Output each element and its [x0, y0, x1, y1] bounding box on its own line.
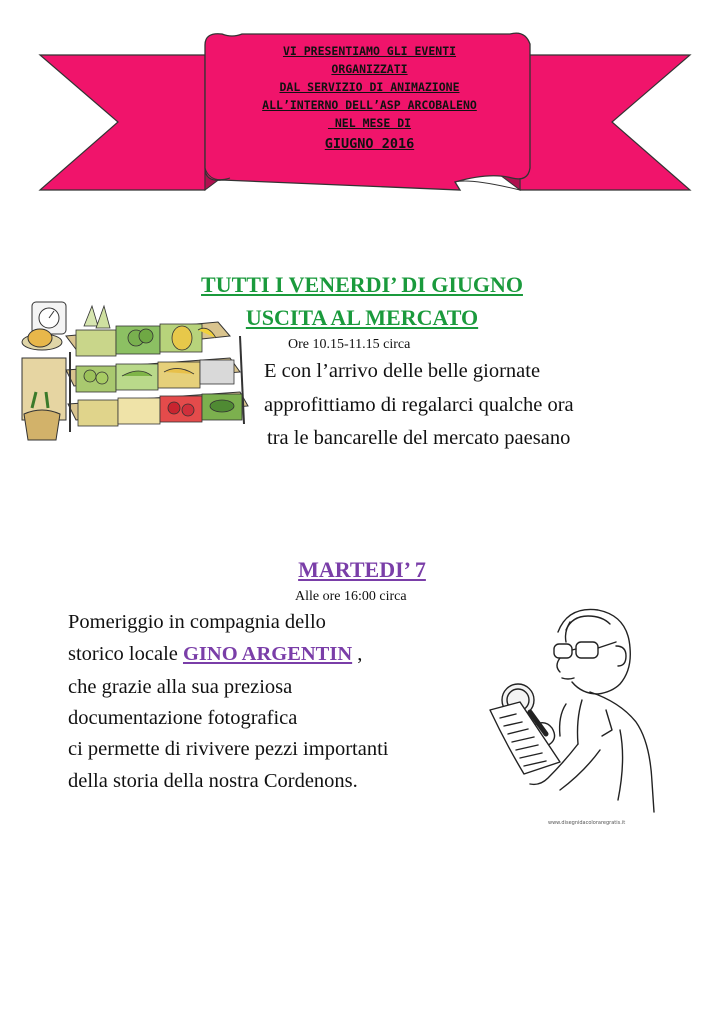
event2-guest-name: GINO ARGENTIN: [182, 643, 353, 665]
event2-title: MARTEDI’ 7: [298, 557, 426, 582]
event2-line-2: [68, 643, 362, 666]
event2-time: Alle ore 16:00 circa: [295, 589, 407, 604]
banner-line: NEL MESE DI: [327, 116, 412, 130]
market-stall-illustration: [18, 296, 250, 442]
event1-desc-line: tra le bancarelle del mercato paesano: [267, 427, 571, 449]
event2-line-5: ci permette di rivivere pezzi importanti: [68, 738, 389, 760]
event1-title-2: USCITA AL MERCATO: [245, 305, 479, 330]
man-with-magnifying-glass-illustration: [470, 600, 670, 815]
banner-text: [207, 42, 532, 153]
event2-line-2-prefix: storico locale: [68, 643, 183, 665]
banner-line: ALL’INTERNO DELL’ASP ARCOBALENO: [262, 98, 477, 112]
event2-line-3: che grazie alla sua preziosa: [68, 676, 293, 698]
banner-line: VI PRESENTIAMO GLI EVENTI: [282, 44, 457, 58]
banner-line: DAL SERVIZIO DI ANIMAZIONE: [279, 80, 460, 94]
event1-desc-line: approfittiamo di regalarci qualche ora: [264, 394, 574, 416]
event2-line-6: della storia della nostra Cordenons.: [68, 770, 358, 792]
event1-desc-line: E con l’arrivo delle belle giornate: [264, 360, 541, 382]
event2-line-2-suffix: ,: [352, 643, 363, 665]
event2-line-1: Pomeriggio in compagnia dello: [68, 611, 326, 633]
event2-line-4: documentazione fotografica: [68, 707, 298, 729]
banner-line: ORGANIZZATI: [331, 62, 408, 76]
image-credit: www.disegnidacoloraregratis.it: [548, 820, 626, 826]
event1-time: Ore 10.15-11.15 circa: [288, 337, 411, 352]
event1-title-1: TUTTI I VENERDI’ DI GIUGNO: [201, 272, 523, 297]
banner-month: GIUGNO 2016: [324, 136, 415, 152]
